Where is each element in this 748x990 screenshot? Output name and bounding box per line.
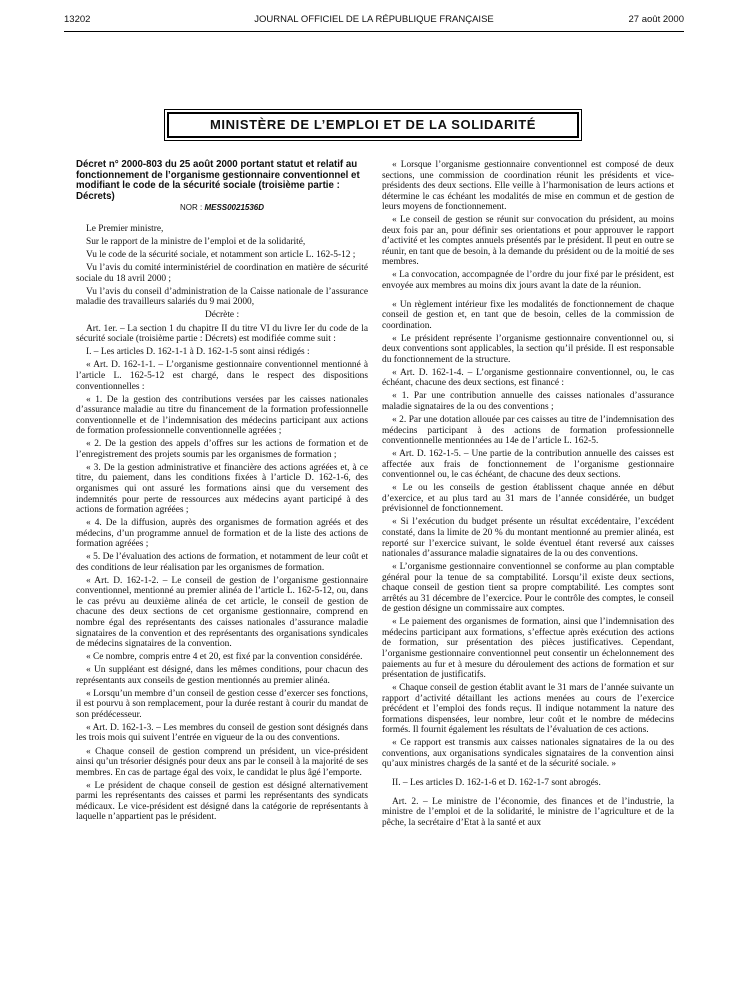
paragraph: « 1. De la gestion des contributions versées par les caisses nationales d’assurance maladie au titre du financement de la formation professionnelle conventionnelle et de l’indemnisation des médecins participant aux actions de formation professionnelle conventionnelle agréées ; <box>76 394 368 437</box>
paragraph: « 5. De l’évaluation des actions de formation, et notamment de leur coût et des conditions de leur réalisation par les organismes de formation. <box>76 552 368 573</box>
paragraph: « Le ou les conseils de gestion établissent chaque année en début d’exercice, et au plus tard au 31 mars de l’année considérée, un budget prévisionnel de fonctionnement. <box>382 483 674 515</box>
paragraph: I. – Les articles D. 162-1-1 à D. 162-1-5 sont ainsi rédigés : <box>86 347 310 358</box>
paragraph: « Chaque conseil de gestion établit avant le 31 mars de l’année suivante un rapport d’activité détaillant les actions menées au cours de l’exercice précédent et l’emploi des fonds reçus. Il indique notamment la nature des formations dispensées, leur nombre, leur coût et le nombre de médecins formés. Il fournit également les résultats de l’évaluation de ces actions. <box>382 683 674 736</box>
page-number: 13202 <box>64 14 91 25</box>
paragraph: « Le paiement des organismes de formation, ainsi que l’indemnisation des médecins participant aux formations, s’effectue après exécution des actions de formation, sur présentation des pièces justificatives. Cependant, l’organisme gestionnaire conventionnel peut consentir un échelonnement des paiements au fur et à mesure du déroulement des actions de formation et sur présentation de justificatifs. <box>382 617 674 681</box>
paragraph: « 1. Par une contribution annuelle des caisses nationales d’assurance maladie signataires de la ou des conventions ; <box>382 391 674 412</box>
paragraph: « Ce rapport est transmis aux caisses nationales signataires de la ou des conventions, aux organisations syndicales signataires de la convention ainsi qu’aux ministres chargés de la santé et de la sécurité sociale. » <box>382 738 674 770</box>
decree-title: Décret n° 2000-803 du 25 août 2000 portant statut et relatif au fonctionnement de l’organisme gestionnaire conventionnel et modifiant le code de la sécurité sociale (troisième partie : Décrets) <box>76 159 360 202</box>
article-1: Art. 1er. – La section 1 du chapitre II du titre VI du livre Ier du code de la sécurité sociale (troisième partie : Décrets) est modifiée comme suit : <box>76 323 368 345</box>
paragraph: « Lorsqu’un membre d’un conseil de gestion cesse d’exercer ses fonctions, il est pourvu à son remplacement, pour la durée restant à courir du mandat de son prédécesseur. <box>76 688 368 720</box>
paragraph: « Chaque conseil de gestion comprend un président, un vice-président ainsi qu’un trésorier désignés pour deux ans par le conseil à la majorité de ses membres. En cas de partage égal des voix, le candidat le plus âgé l’emporte. <box>76 746 368 778</box>
paragraph: « Art. D. 162-1-2. – Le conseil de gestion de l’organisme gestionnaire conventionnel, mentionné au premier alinéa de l’article L. 162-5-12, ou, dans le cas prévu au deuxième alinéa de cet article, le conseil de gestion de chacune des deux sections de cet organisme gestionnaire, comprend en nombre égal des représentants des caisses nationales d’assurance maladie signataires de la convention et des représentants des organisations syndicales de médecins signataires de la convention. <box>76 575 368 650</box>
paragraph: « Art. D. 162-1-1. – L’organisme gestionnaire conventionnel mentionné à l’article L. 162-5-12 est chargé, dans le respect des dispositions conventionnelles : <box>76 360 368 392</box>
paragraph: « 3. De la gestion administrative et financière des actions agréées et, à ce titre, du paiement, dans les conditions fixées à l’article D. 162-1-6, des organismes qui ont assuré les formations ainsi que du versement des indemnités pour perte de ressources aux médecins ayant participé à des actions de formation agréées ; <box>76 462 368 516</box>
decrete-label: Décrète : <box>204 310 240 321</box>
paragraph: « L’organisme gestionnaire conventionnel se conforme au plan comptable général pour la tenue de sa comptabilité. Lorsqu’il existe deux sections, chaque conseil de gestion tient sa propre comptabilité. Les comptes sont arrêtés au 31 décembre de l’exercice. Pour le contrôle des comptes, le conseil de gestion désigne un commissaire aux comptes. <box>382 562 674 615</box>
paragraph: « 4. De la diffusion, auprès des organismes de formation agréés et des médecins, d’un programme annuel de formation et de la liste des actions de formation agréées ; <box>76 518 368 550</box>
paragraph: II. – Les articles D. 162-1-6 et D. 162-1-7 sont abrogés. <box>392 778 601 789</box>
paragraph: Vu le code de la sécurité sociale, et notamment son article L. 162-5-12 ; <box>86 250 356 261</box>
paragraph: « Ce nombre, compris entre 4 et 20, est fixé par la convention considérée. <box>86 652 363 663</box>
paragraph: « Le président de chaque conseil de gestion est désigné alternativement parmi les représentants des caisses et parmi les représentants des syndicats médicaux. Le vice-président est désigné dans la catégorie de représentants à laquelle n’appartient pas le président. <box>76 780 368 823</box>
page-header <box>64 14 684 30</box>
journal-title: JOURNAL OFFICIEL DE LA RÉPUBLIQUE FRANÇAISE <box>254 14 494 25</box>
header-divider <box>64 31 684 32</box>
paragraph: « Le conseil de gestion se réunit sur convocation du président, au moins deux fois par an, pour définir ses orientations et pour approuver le rapport d’activité et les comptes annuels présentés par le président. Il peut en outre se réunir, en tant que de besoin, à la demande du président ou de la moitié de ses membres. <box>382 215 674 268</box>
paragraph: « Un suppléant est désigné, dans les mêmes conditions, pour chacun des représentants aux conseils de gestion mentionnés au premier alinéa. <box>76 665 368 686</box>
paragraph: « Le président représente l’organisme gestionnaire conventionnel ou, si deux conventions sont applicables, la section qu’il préside. Il est responsable du fonctionnement de la structure. <box>382 333 674 365</box>
nor-reference <box>76 203 368 214</box>
paragraph: « Art. D. 162-1-5. – Une partie de la contribution annuelle des caisses est affectée aux frais de fonctionnement de l’organisme gestionnaire conventionnel ou, le cas échéant, de chacune des deux sections. <box>382 449 674 481</box>
ministry-banner: MINISTÈRE DE L’EMPLOI ET DE LA SOLIDARITÉ <box>167 112 579 138</box>
paragraph: « Art. D. 162-1-4. – L’organisme gestionnaire conventionnel, ou, le cas échéant, chacune des deux sections, est financé : <box>382 367 674 389</box>
paragraph: « Un règlement intérieur fixe les modalités de fonctionnement de chaque conseil de gestion et, en tant que de besoin, celles de la commission de coordination. <box>382 299 674 331</box>
paragraph: Le Premier ministre, <box>86 223 164 234</box>
nor-label: NOR : <box>179 203 203 213</box>
article-2: Art. 2. – Le ministre de l’économie, des finances et de l’industrie, la ministre de l’emploi et de la solidarité, le ministre de l’agriculture et de la pêche, la secrétaire d’Etat à la santé et aux <box>382 796 674 828</box>
paragraph: Vu l’avis du comité interministériel de coordination en matière de sécurité sociale du 18 avril 2000 ; <box>76 263 368 284</box>
paragraph: Vu l’avis du conseil d’administration de la Caisse nationale de l’assurance maladie des travailleurs salariés du 9 mai 2000, <box>76 286 368 308</box>
left-column <box>76 160 368 825</box>
paragraph: « Art. D. 162-1-3. – Les membres du conseil de gestion sont désignés dans les trois mois qui suivent l’entrée en vigueur de la ou des conventions. <box>76 722 368 744</box>
publication-date: 27 août 2000 <box>628 14 684 25</box>
nor-code: MESS0021536D <box>204 203 265 213</box>
paragraph: « 2. Par une dotation allouée par ces caisses au titre de l’indemnisation des médecins participant à des actions de formation professionnelle conventionnelle mentionnées au 14e de l’article L. 162-5. <box>382 415 674 447</box>
paragraph: Sur le rapport de la ministre de l’emploi et de la solidarité, <box>86 236 306 247</box>
paragraph: « Lorsque l’organisme gestionnaire conventionnel est composé de deux sections, une commission de coordination réunit les présidents et vice-présidents des deux sections. Elle veille à l’harmonisation de leurs actions et détermine le cas échéant les modalités de mise en commun et de gestion de leurs moyens de fonctionnement. <box>382 160 674 213</box>
paragraph: « La convocation, accompagnée de l’ordre du jour fixé par le président, est envoyée aux membres au moins dix jours avant la date de la réunion. <box>382 270 674 292</box>
paragraph: « Si l’exécution du budget présente un résultat excédentaire, l’excédent constaté, dans la limite de 20 % du montant mentionné au premier alinéa, est reporté sur l’exercice suivant, le solde éventuel étant reversé aux caisses nationales d’assurance maladie signataires de la ou des conventions. <box>382 517 674 560</box>
right-column <box>382 160 674 831</box>
paragraph: « 2. De la gestion des appels d’offres sur les actions de formation et de l’enregistrement des projets soumis par les organismes de formation ; <box>76 439 368 460</box>
